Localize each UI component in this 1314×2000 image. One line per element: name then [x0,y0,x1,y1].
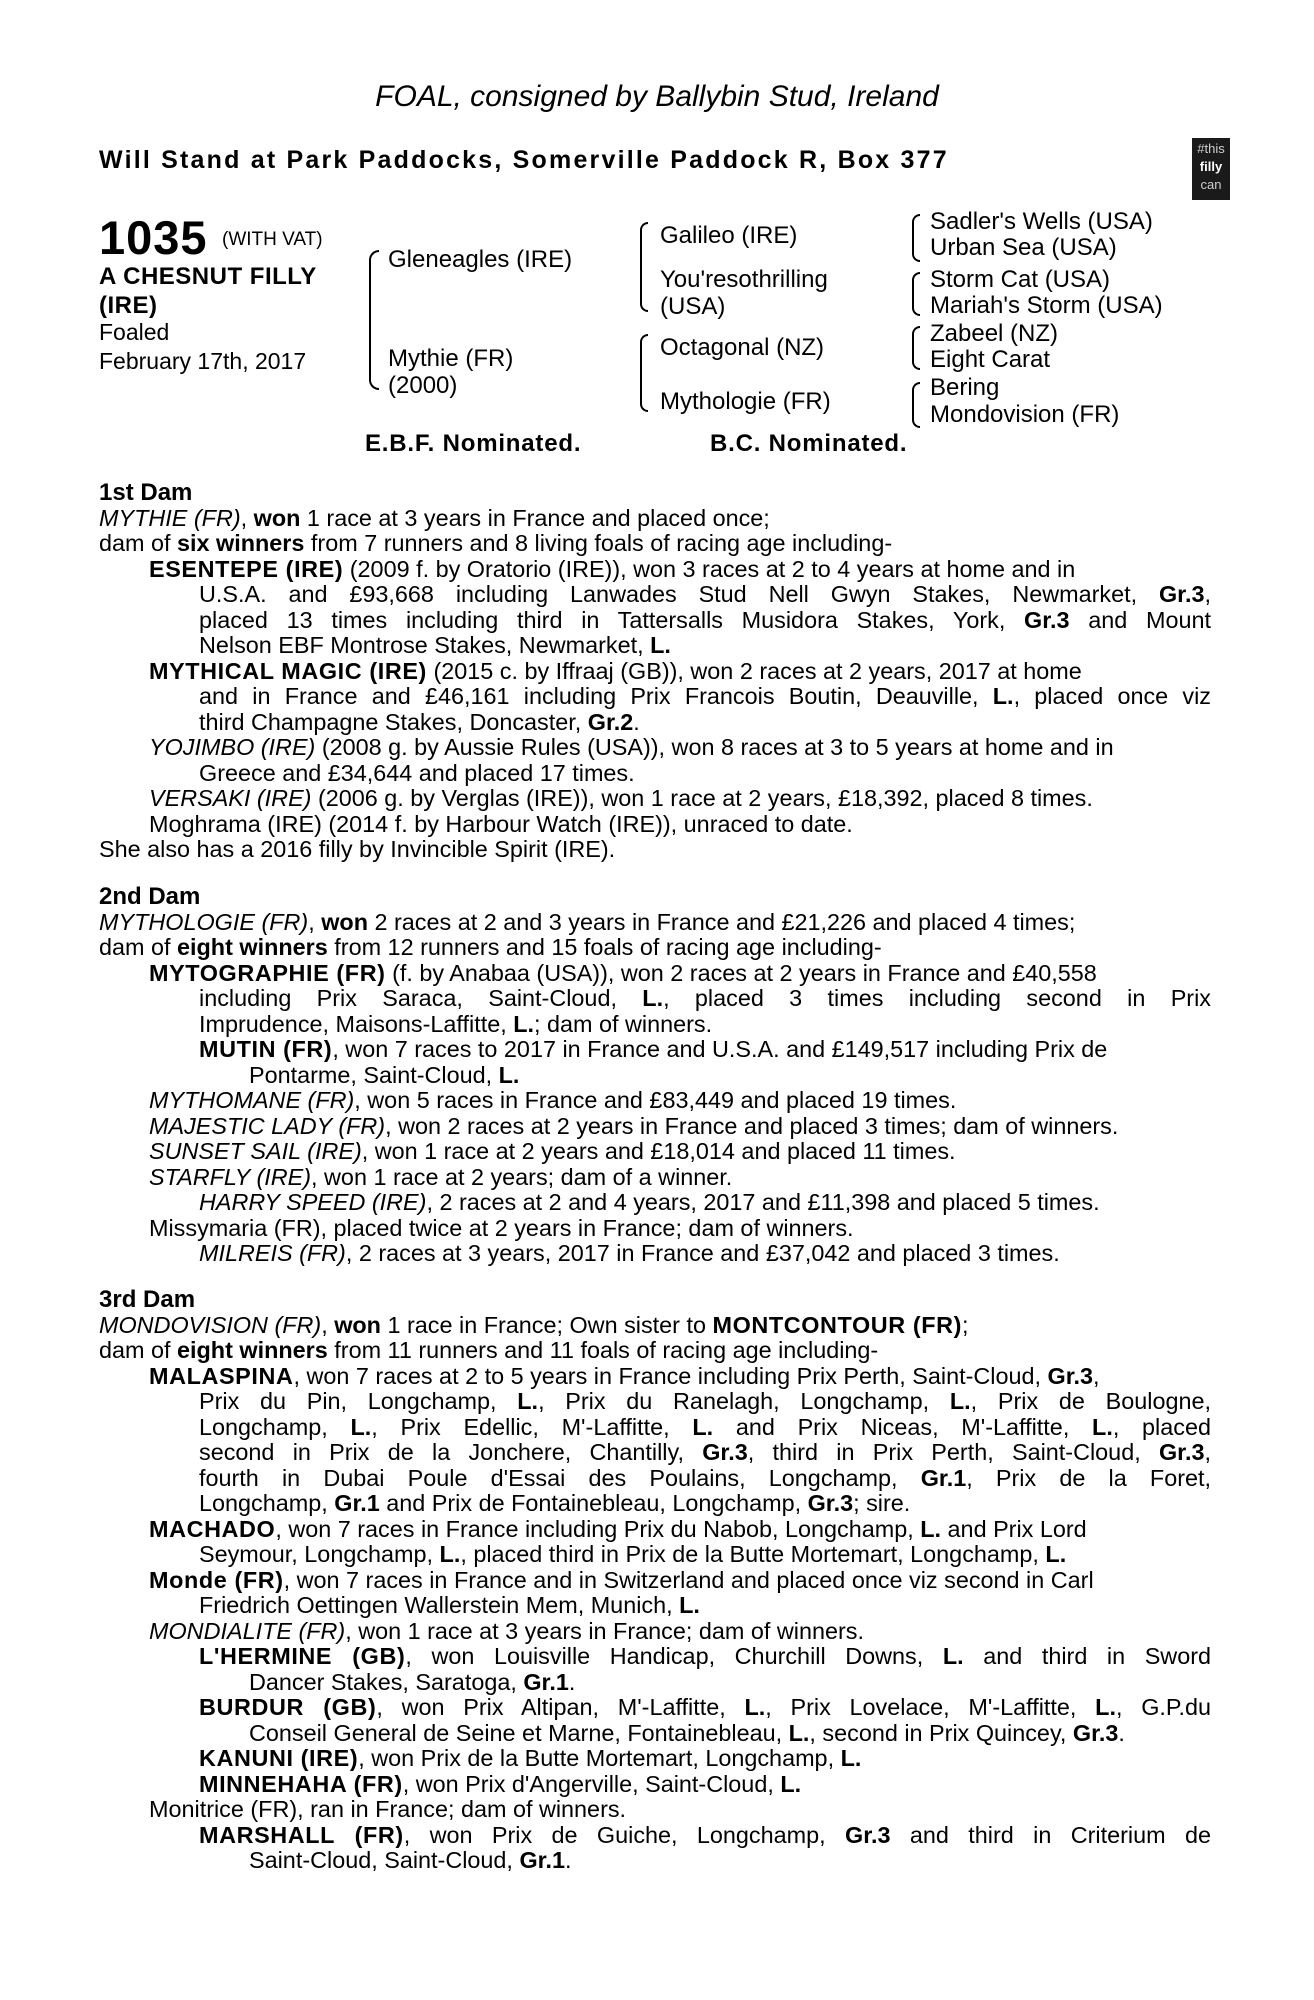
text: , won 1 race at 2 years and £18,014 and placed 11 times. [361,1138,956,1164]
entry-line [99,710,1211,736]
entry-line [99,1440,1211,1466]
text: and third in Sword [963,1643,1212,1669]
first-dam-also: She also has a 2016 filly by Invincible Spirit (IRE). [99,836,616,862]
sire-dam-dam: Mariah's Storm (USA) [930,292,1163,319]
text: , Prix Edellic, M'-Laffitte, [371,1413,693,1440]
text: , won 7 races in France including Prix du Nabob, Longchamp, [275,1515,921,1542]
dam-sire-dam: Eight Carat [930,346,1051,373]
winners-count: eight winners [177,1337,328,1363]
horse-name: SUNSET SAIL (IRE) [149,1138,362,1164]
text: , [1204,581,1211,607]
text: and Prix de Fontainebleau, Longchamp, [379,1490,808,1516]
text: Longchamp, [199,1413,351,1440]
text: 2 races at 2 and 3 years in France and £21,226 and placed 4 times; [368,908,1076,935]
sire: Gleneagles (IRE) [388,246,573,273]
third-dam-heading: 3rd Dam [99,1286,196,1313]
text: , placed once viz [1013,683,1211,709]
text: second in Prix de la Jonchere, Chantilly, [199,1439,703,1465]
grade: L. [1095,1694,1116,1720]
lot-description [99,262,379,320]
grade: Gr.1 [523,1668,569,1695]
entry-versaki [99,786,1211,812]
winners-count: six winners [177,530,305,556]
text: , 2 races at 3 years, 2017 in France and £37,042 and placed 3 times. [345,1240,1060,1266]
entry-line [99,1063,1211,1089]
grade: Gr.3 [1024,606,1070,633]
winners-count: eight winners [177,934,328,960]
pedigree-brace-4 [912,214,920,262]
text: Conseil General de Seine et Marne, Fontainebleau, [249,1719,789,1746]
entry-line [99,608,1211,634]
text: and third in Criterium de [890,1821,1211,1848]
text: and Prix Lord [941,1515,1087,1542]
text: , won Prix de la Butte Mortemart, Longchamp, [358,1745,841,1771]
text: Dancer Stakes, Saratoga, [249,1668,524,1695]
text: , won Prix Altipan, M'-Laffitte, [376,1694,745,1720]
entry-line [99,1415,1211,1441]
horse-name: MYTHOMANE (FR) [149,1087,355,1113]
logo-line-3: can [1200,177,1222,192]
sire-dam-name: You'resothrilling [660,266,828,293]
sire-sire-sire: Sadler's Wells (USA) [930,208,1153,235]
pedigree-brace-6 [912,326,920,370]
this-filly-can-logo [1192,138,1230,200]
text: , won 1 race at 3 years in France; dam of winners. [345,1617,864,1644]
dam-sire: Octagonal (NZ) [660,334,825,361]
third-dam-intro: MONDOVISION (FR), won 1 race in France; Own sister to MONTCONTOUR (FR); [99,1311,969,1338]
horse-name: MONDIALITE (FR) [149,1617,346,1644]
text: . [1118,1719,1125,1746]
text: , won 7 races in France and in Switzerland and placed once viz second in Carl [283,1566,1094,1593]
lot-desc-line-2: (IRE) [99,292,158,319]
second-dam-heading: 2nd Dam [99,883,201,910]
text: fourth in Dubai Poule d'Essai des Poulains, Longchamp, [199,1464,921,1491]
entry-line [99,1593,1211,1619]
text: from 11 runners and 11 foals of racing age including- [327,1337,879,1363]
horse-name: L'HERMINE (GB) [199,1643,406,1669]
second-dam-produce [99,935,1211,961]
text: Longchamp, [199,1490,335,1516]
text: , Prix Lovelace, M'-Laffitte, [765,1694,1096,1720]
text: , 2 races at 2 and 4 years, 2017 and £11,398 and placed 5 times. [426,1189,1100,1215]
text: , won 1 race at 2 years; dam of a winner. [311,1163,733,1190]
foaled-label: Foaled [99,319,170,345]
grade: L. [788,1719,810,1746]
text: , Prix de Boulogne, [970,1388,1211,1414]
lot-vat: (WITH VAT) [222,229,323,250]
text: including Prix Saraca, Saint-Cloud, [199,985,643,1011]
grade: Gr.1 [334,1490,380,1516]
grade: Gr.3 [807,1490,854,1516]
dam-dam: Mythologie (FR) [660,388,831,415]
text: , won Prix de Guiche, Longchamp, [403,1821,846,1848]
grade: L. [942,1643,964,1669]
text: (2008 g. by Aussie Rules (USA)), won 8 races at 3 to 5 years at home and in [315,734,1114,760]
entry-mythical-magic [99,659,1211,685]
text: (f. by Anabaa (USA)), won 2 races at 2 years in France and £40,558 [385,959,1097,986]
grade: Gr.3 [702,1439,748,1465]
entry-starfly [99,1165,1211,1191]
text: . [633,708,640,735]
text: , won 5 races in France and £83,449 and placed 19 times. [354,1087,957,1113]
horse-name: MYTHIE (FR) [99,504,241,531]
entry-milreis [99,1241,1211,1267]
horse-name: MILREIS (FR) [199,1240,346,1266]
entry-line [99,582,1211,608]
third-dam-section [99,1287,1211,1874]
grade: L. [350,1413,372,1440]
grade: L. [642,985,664,1011]
entry-line [99,1848,1211,1874]
text: , won Prix d'Angerville, Saint-Cloud, [402,1770,781,1797]
horse-name: Monde (FR) [149,1566,284,1593]
foaled-value: February 17th, 2017 [99,348,307,374]
entry-line [99,633,1211,659]
horse-name: YOJIMBO (IRE) [149,734,316,760]
first-dam-section [99,480,1211,863]
entry-minnehaha [99,1772,1211,1798]
sire-dam-sire: Storm Cat (USA) [930,266,1111,293]
horse-name: MUTIN (FR) [199,1036,333,1062]
grade: Gr.3 [845,1821,891,1848]
horse-name: MALASPINA [149,1362,294,1389]
grade: L. [949,1388,971,1414]
horse-name: KANUNI (IRE) [199,1745,359,1771]
text: Friedrich Oettingen Wallerstein Mem, Munich, [199,1592,680,1618]
sire-dam-country: (USA) [660,293,726,320]
text: dam of [99,1337,178,1363]
dam-sire-sire: Zabeel (NZ) [930,320,1059,347]
pedigree-brace-5 [912,272,920,316]
entry-burdur [99,1695,1211,1721]
grade: L. [840,1745,862,1771]
entry-harry-speed [99,1190,1211,1216]
entry-sunset-sail [99,1139,1211,1165]
entry-machado [99,1517,1211,1543]
stand-location: Will Stand at Park Paddocks, Somerville Paddock R, Box 377 [99,146,949,174]
lot-desc-line-1: A CHESNUT FILLY [99,263,317,290]
text: , placed third in Prix de la Butte Mortemart, Longchamp, [460,1541,1046,1567]
sire-sire: Galileo (IRE) [660,222,798,249]
entry-mutin [99,1037,1211,1063]
entry-mondialite [99,1619,1211,1645]
grade: L. [439,1541,461,1567]
text: , G.P.du [1115,1694,1211,1720]
text: third Champagne Stakes, Doncaster, [199,708,588,735]
entry-line [99,1542,1211,1568]
grade: L. [692,1413,714,1440]
entry-moghrama: Moghrama (IRE) (2014 f. by Harbour Watch (IRE)), unraced to date. [149,810,853,837]
grade: L. [513,1010,534,1037]
first-dam-intro: MYTHIE (FR), won 1 race at 3 years in France and placed once; [99,504,770,531]
grade: L. [517,1388,539,1414]
text: , third in Prix Perth, Saint-Cloud, [747,1439,1159,1465]
foaled-date [99,318,306,376]
text: , won Louisville Handicap, Churchill Downs, [405,1643,943,1669]
text: ; [962,1311,969,1338]
entry-kanuni [99,1746,1211,1772]
horse-name: BURDUR (GB) [199,1694,377,1720]
text: dam of [99,530,178,556]
won-label: won [253,504,301,531]
entry-line [99,1721,1211,1747]
text: , won 7 races to 2017 in France and U.S.A. and £149,517 including Prix de [332,1036,1108,1062]
text: , won 2 races at 2 years in France and placed 3 times; dam of winners. [385,1112,1119,1139]
horse-name: STARFLY (IRE) [149,1163,312,1190]
grade: L. [498,1061,520,1088]
grade: L. [744,1694,766,1720]
entry-majestic-lady [99,1114,1211,1140]
entry-mythomane [99,1088,1211,1114]
entry-esentepe [99,557,1211,583]
horse-name: MYTOGRAPHIE (FR) [149,959,386,986]
second-dam-section [99,884,1211,1267]
entry-line [99,684,1211,710]
dam-name: Mythie (FR) [388,345,514,372]
logo-line-2: filly [1199,159,1223,174]
grade: Gr.3 [1158,1439,1205,1465]
text: (2015 c. by Iffraaj (GB)), won 2 races at 2 years, 2017 at home [426,657,1082,684]
entry-line [99,1012,1211,1038]
horse-name: MAJESTIC LADY (FR) [149,1112,386,1139]
text: , [1093,1362,1100,1389]
text: and Prix Niceas, M'-Laffitte, [713,1413,1093,1440]
text: . [568,1668,576,1695]
horse-name: MYTHICAL MAGIC (IRE) [149,657,427,684]
text: , placed 3 times including second in Prix [663,985,1211,1011]
entry-line [99,1670,1211,1696]
text: Saint-Cloud, Saint-Cloud, [249,1847,520,1873]
sister-name: MONTCONTOUR (FR) [712,1311,963,1338]
horse-name: MINNEHAHA (FR) [199,1770,403,1797]
text: Prix du Pin, Longchamp, [199,1388,518,1414]
first-dam-produce [99,531,1211,557]
horse-name: VERSAKI (IRE) [149,785,312,811]
entry-mytographie [99,961,1211,987]
text: (2009 f. by Oratorio (IRE)), won 3 races at 2 to 4 years at home and in [343,555,1076,582]
text: , Prix du Ranelagh, Longchamp, [538,1388,950,1414]
horse-name: ESENTEPE (IRE) [149,555,344,582]
dam [388,345,513,399]
text: . [564,1847,572,1873]
grade: L. [679,1592,700,1618]
pedigree-brace-3 [640,334,648,412]
bc-nominated: B.C. Nominated. [710,430,908,457]
grade: Gr.3 [1072,1719,1119,1746]
text: ; dam of winners. [534,1010,713,1037]
text: (2006 g. by Verglas (IRE)), won 1 race at 2 years, £18,392, placed 8 times. [311,785,1093,811]
sire-dam [660,266,828,320]
pedigree-brace-7 [912,382,920,428]
entry-line [99,1389,1211,1415]
entry-monitrice: Monitrice (FR), ran in France; dam of winners. [149,1796,627,1822]
horse-name: MACHADO [149,1515,276,1542]
grade: Gr.3 [1158,581,1205,607]
pedigree-brace-2 [640,222,648,312]
grade: L. [1045,1541,1067,1567]
entry-missymaria: Missymaria (FR), placed twice at 2 years in France; dam of winners. [149,1214,854,1241]
third-dam-produce [99,1338,1211,1364]
text: U.S.A. and £93,668 including Lanwades Stud Nell Gwyn Stakes, Newmarket, [199,581,1159,607]
horse-name: MONDOVISION (FR) [99,1311,322,1338]
text: placed 13 times including third in Tattersalls Musidora Stakes, York, [199,606,1025,633]
entry-malaspina [99,1364,1211,1390]
grade: L. [1092,1413,1113,1440]
pedigree-brace-1 [369,250,379,390]
dam-year: (2000) [388,372,458,399]
horse-name: HARRY SPEED (IRE) [199,1189,427,1215]
dam-dam-sire: Bering [930,374,1000,401]
grade: L. [992,683,1014,709]
grade: Gr.1 [519,1847,565,1873]
text: dam of [99,934,178,960]
grade: L. [920,1515,942,1542]
text: , Prix de la Foret, [966,1464,1212,1491]
first-dam-heading: 1st Dam [99,479,193,506]
text: and in France and £46,161 including Prix Francois Boutin, Deauville, [199,683,993,709]
text: from 12 runners and 15 foals of racing age including- [327,934,882,960]
logo-line-1: #this [1197,141,1225,156]
text: and Mount [1069,606,1211,633]
text: from 7 runners and 8 living foals of racing age including- [304,530,893,556]
text: , won 7 races at 2 to 5 years in France including Prix Perth, Saint-Cloud, [293,1362,1048,1389]
grade: Gr.1 [920,1464,967,1491]
entry-monde [99,1568,1211,1594]
entry-line [99,1491,1211,1517]
second-dam-intro: MYTHOLOGIE (FR), won 2 races at 2 and 3 years in France and £21,226 and placed 4 times; [99,908,1076,935]
entry-line [99,986,1211,1012]
entry-yojimbo [99,735,1211,761]
grade: L. [650,632,671,658]
grade: Gr.2 [587,708,634,735]
grade: Gr.3 [1047,1362,1094,1389]
entry-marshall [99,1823,1211,1849]
consignor-heading: FOAL, consigned by Ballybin Stud, Ireland [375,80,939,113]
text: Seymour, Longchamp, [199,1541,440,1567]
text: Pontarme, Saint-Cloud, [249,1061,499,1088]
entry-lhermine [99,1644,1211,1670]
horse-name: MYTHOLOGIE (FR) [99,908,309,935]
text: , placed [1112,1413,1211,1440]
horse-name: MARSHALL (FR) [199,1821,404,1848]
text: ; sire. [853,1490,911,1516]
text: , second in Prix Quincey, [809,1719,1073,1746]
text: , [1204,1439,1211,1465]
text: Imprudence, Maisons-Laffitte, [199,1010,514,1037]
sire-sire-dam: Urban Sea (USA) [930,234,1117,261]
lot-number: 1035 [99,211,208,264]
ebf-nominated: E.B.F. Nominated. [365,430,582,457]
text: 1 race at 3 years in France and placed once; [300,504,770,531]
text: Nelson EBF Montrose Stakes, Newmarket, [199,632,651,658]
entry-line [99,1466,1211,1492]
text: 1 race in France; Own sister to [380,1311,713,1338]
won-label: won [321,908,368,935]
won-label: won [334,1311,381,1338]
entry-line: Greece and £34,644 and placed 17 times. [199,759,635,786]
grade: L. [780,1770,802,1797]
dam-dam-dam: Mondovision (FR) [930,401,1120,428]
